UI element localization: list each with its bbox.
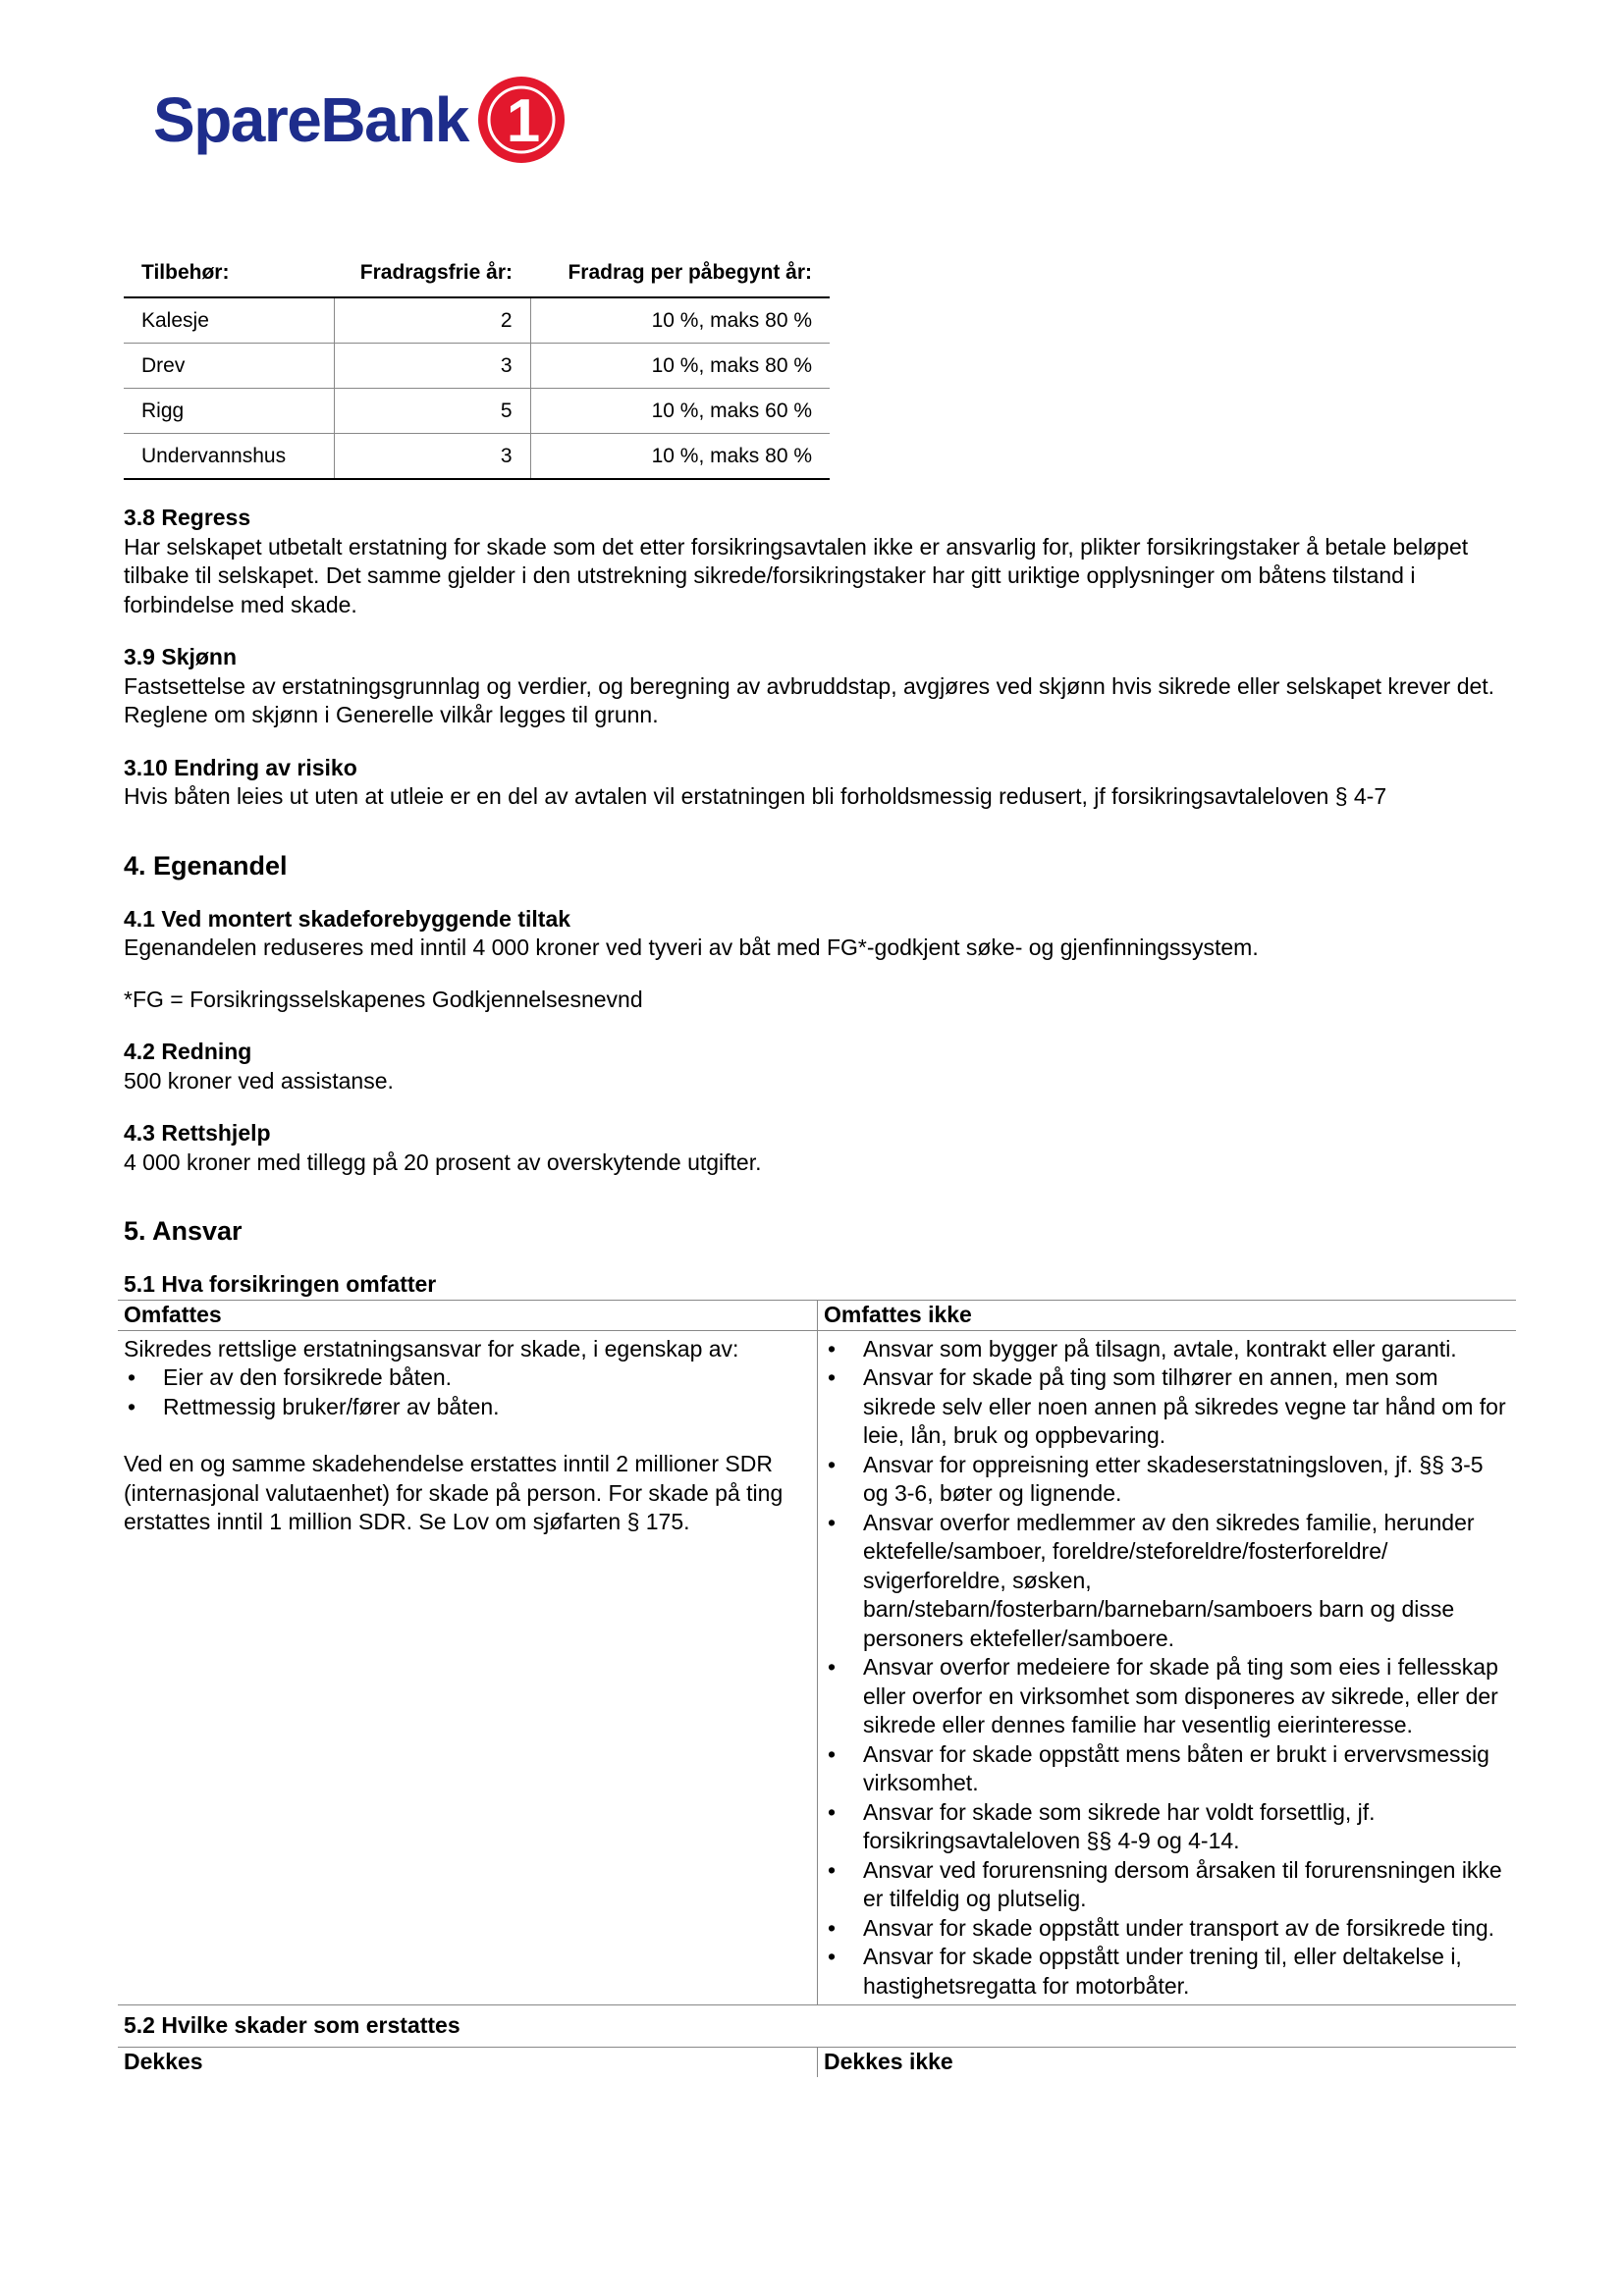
table-header-row <box>124 253 830 297</box>
section-heading: 4.3 Rettshjelp <box>124 1120 271 1146</box>
cell-free-years: 3 <box>334 344 530 389</box>
logo-mark-icon <box>474 73 568 167</box>
list-item: • Ansvar for skade som sikrede har voldt forsettlig, jf. forsikringsavtaleloven §§ 4-9 og 4-14. <box>824 1798 1510 1856</box>
section-heading: 3.8 Regress <box>124 505 251 530</box>
header-omfattes: Omfattes <box>118 1300 818 1330</box>
cell-deduction: 10 %, maks 80 % <box>530 434 830 480</box>
cell-accessory: Rigg <box>124 389 334 434</box>
cell-free-years: 2 <box>334 297 530 344</box>
logo-mark-digit: 1 <box>506 87 541 155</box>
table-row <box>124 297 830 344</box>
document-body <box>124 253 1516 2077</box>
sparebank1-logo <box>153 73 568 167</box>
table-header-row <box>118 2047 1516 2077</box>
section-heading: 3.9 Skjønn <box>124 644 238 669</box>
section-heading: 3.10 Endring av risiko <box>124 754 357 780</box>
list-item: • Ansvar for skade oppstått under transport av de forsikrede ting. <box>824 1914 1510 1944</box>
list-item: • Ansvar for skade oppstått mens båten er brukt i ervervsmessig virksomhet. <box>824 1740 1510 1798</box>
cell-paragraph: Ved en og samme skadehendelse erstattes inntil 2 millioner SDR (internasjonal valutaenhet) for skade på person. For skade på ting erstattes inntil 1 million SDR. Se Lov om sjøfarten § 175. <box>124 1451 784 1534</box>
bullet-list <box>824 1335 1510 2002</box>
cell-deduction: 10 %, maks 80 % <box>530 297 830 344</box>
table-row <box>124 344 830 389</box>
list-item: • Ansvar ved forurensning dersom årsaken til forurensningen ikke er tilfeldig og plutselig. <box>824 1856 1510 1914</box>
damage-table <box>118 2047 1516 2077</box>
table-row <box>124 389 830 434</box>
list-item: • Rettmessig bruker/fører av båten. <box>124 1393 811 1422</box>
cell-free-years: 5 <box>334 389 530 434</box>
list-item: • Ansvar for oppreisning etter skadeserstatningsloven, jf. §§ 3-5 og 3-6, bøter og lignende. <box>824 1451 1510 1509</box>
header-fradrag-per-ar: Fradrag per påbegynt år: <box>530 253 830 297</box>
list-item: • Ansvar overfor medeiere for skade på ting som eies i fellesskap eller overfor en virksomhet som disponeres av sikrede, eller der sikrede eller dennes familie har vesentlig eierinteresse. <box>824 1653 1510 1740</box>
section-4-3 <box>124 1119 1516 1177</box>
fradrag-table <box>124 253 830 480</box>
list-item: • Ansvar for skade oppstått under trening til, eller deltakelse i, hastighetsregatta for motorbåter. <box>824 1943 1510 2001</box>
bullet-list <box>124 1363 811 1421</box>
list-item: • Ansvar som bygger på tilsagn, avtale, kontrakt eller garanti. <box>824 1335 1510 1364</box>
list-item: • Eier av den forsikrede båten. <box>124 1363 811 1393</box>
cell-free-years: 3 <box>334 434 530 480</box>
section-text: 4 000 kroner med tillegg på 20 prosent av overskytende utgifter. <box>124 1148 762 1175</box>
coverage-table <box>118 1300 1516 2006</box>
section-4-2 <box>124 1038 1516 1095</box>
section-4-1 <box>124 905 1516 1015</box>
section-3-9 <box>124 643 1516 730</box>
header-dekkes-ikke: Dekkes ikke <box>818 2047 1517 2077</box>
cell-deduction: 10 %, maks 60 % <box>530 389 830 434</box>
table-row <box>118 1330 1516 2005</box>
section-5-2 <box>124 2011 1516 2041</box>
section-footnote: *FG = Forsikringsselskapenes Godkjennelsesnevnd <box>124 986 643 1012</box>
section-text: 500 kroner ved assistanse. <box>124 1067 394 1094</box>
header-omfattes-ikke: Omfattes ikke <box>818 1300 1517 1330</box>
section-text: Egenandelen reduseres med inntil 4 000 kroner ved tyveri av båt med FG*-godkjent søke- og gjenfinningssystem. <box>124 934 1259 960</box>
table-row <box>124 434 830 480</box>
table-header-row <box>118 1300 1516 1330</box>
section-3-10 <box>124 754 1516 812</box>
list-item: • Ansvar for skade på ting som tilhører en annen, men som sikrede selv eller noen annen på sikredes vegne tar hånd om for leie, lån, bruk og oppbevaring. <box>824 1363 1510 1451</box>
list-item: • Ansvar overfor medlemmer av den sikredes familie, herunder ektefelle/samboer, foreldre/steforeldre/fosterforeldre/ svigerforeldre, søsken, barn/stebarn/fosterbarn/barnebarn/samboers barn og disse personers ektefeller/samboere. <box>824 1509 1510 1654</box>
section-text: Hvis båten leies ut uten at utleie er en del av avtalen vil erstatningen bli forholdsmessig redusert, jf forsikringsavtaleloven § 4-7 <box>124 783 1387 809</box>
section-heading: 4.1 Ved montert skadeforebyggende tiltak <box>124 905 571 932</box>
header-fradragsfrie-ar: Fradragsfrie år: <box>334 253 530 297</box>
cell-omfattes-ikke <box>818 1330 1517 2005</box>
section-text: Har selskapet utbetalt erstatning for skade som det etter forsikringsavtalen ikke er ansvarlig for, plikter forsikringstaker å betale beløpet tilbake til selskapet. Det samme gjelder i den utstrekning sikrede/forsikringstaker har gitt uriktige opplysninger om båtens tilstand i forbindelse med skade. <box>124 533 1469 617</box>
section-3-8 <box>124 504 1516 619</box>
section-5-1 <box>124 1270 1516 1300</box>
header-dekkes: Dekkes <box>118 2047 818 2077</box>
cell-accessory: Kalesje <box>124 297 334 344</box>
section-text: Fastsettelse av erstatningsgrunnlag og verdier, og beregning av avbruddstap, avgjøres ved skjønn hvis sikrede eller selskapet krever det. Reglene om skjønn i Generelle vilkår legges til grunn. <box>124 672 1495 727</box>
cell-intro: Sikredes rettslige erstatningsansvar for skade, i egenskap av: <box>124 1335 739 1362</box>
chapter-heading: 5. Ansvar <box>124 1216 243 1246</box>
section-heading: 5.2 Hvilke skader som erstattes <box>124 2012 460 2038</box>
cell-accessory: Undervannshus <box>124 434 334 480</box>
cell-accessory: Drev <box>124 344 334 389</box>
cell-deduction: 10 %, maks 80 % <box>530 344 830 389</box>
cell-omfattes <box>118 1330 818 2005</box>
logo-wordmark: SpareBank <box>153 84 468 155</box>
header-tilbehor: Tilbehør: <box>124 253 334 297</box>
chapter-heading: 4. Egenandel <box>124 850 288 881</box>
section-heading: 5.1 Hva forsikringen omfatter <box>124 1271 437 1297</box>
section-heading: 4.2 Redning <box>124 1039 252 1064</box>
